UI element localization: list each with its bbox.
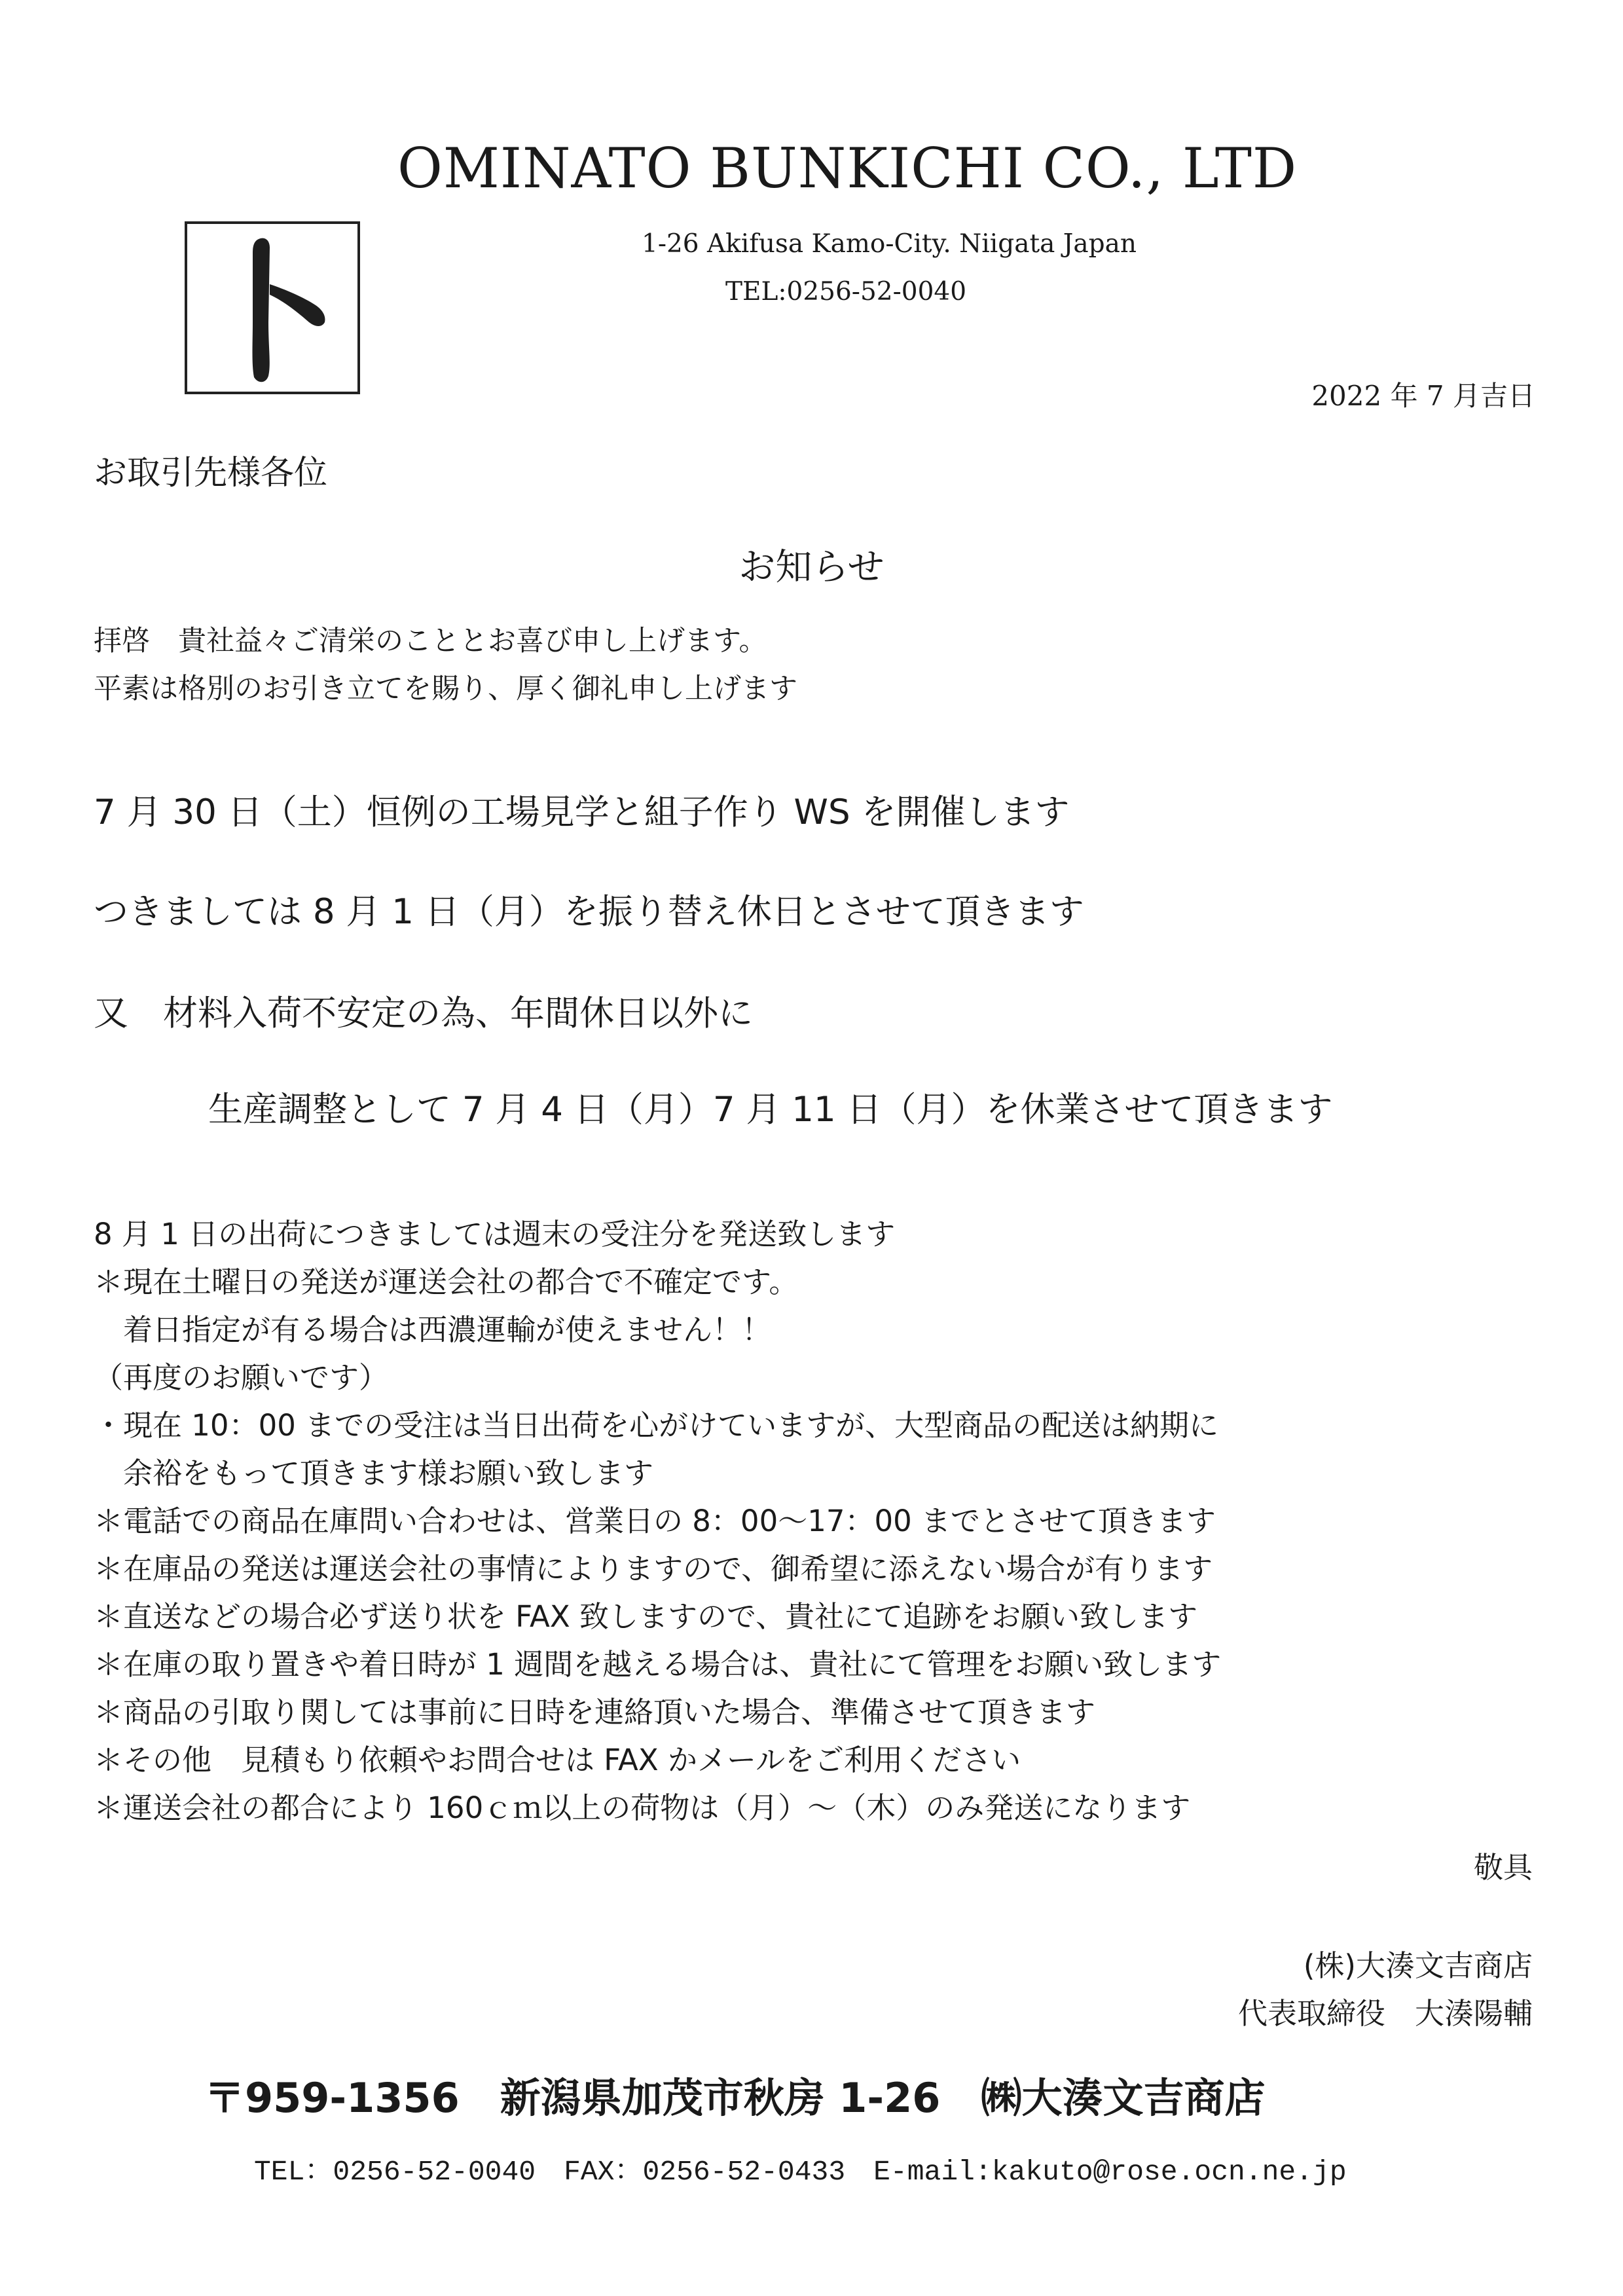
- note-line: ＊在庫の取り置きや着日時が 1 週間を越える場合は、貴社にて管理をお願い致します: [94, 1647, 1222, 1682]
- note-line: 余裕をもって頂きます様お願い致します: [94, 1456, 654, 1491]
- company-tel-en: TEL:0256-52-0040: [725, 277, 967, 306]
- announcement-line: 7 月 30 日（土）恒例の工場見学と組子作り WS を開催します: [94, 792, 1070, 832]
- note-line: ＊現在土曜日の発送が運送会社の都合で不確定です。: [94, 1265, 799, 1299]
- footer-contact: TEL：0256-52-0040 FAX：0256-52-0433 E-mail:kakuto@rose.ocn.ne.jp: [254, 2156, 1347, 2188]
- note-line: ＊商品の引取り関しては事前に日時を連絡頂いた場合、準備させて頂きます: [94, 1695, 1096, 1730]
- note-line: ＊その他 見積もり依頼やお問合せは FAX かメールをご利用ください: [94, 1743, 1021, 1777]
- announcement-line: つきましては 8 月 1 日（月）を振り替え休日とさせて頂きます: [94, 892, 1084, 932]
- note-line: ＊運送会社の都合により 160ｃｍ以上の荷物は（月）〜（木）のみ発送になります: [94, 1790, 1191, 1825]
- greeting-line: 拝啓 貴社益々ご清栄のこととお喜び申し上げます。: [94, 625, 767, 657]
- company-name: OMINATO BUNKICHI CO., LTD: [397, 136, 1298, 200]
- brush-stroke-logo-icon: [187, 224, 357, 392]
- note-line: 着日指定が有る場合は西濃運輸が使えません！！: [94, 1312, 772, 1347]
- footer-address: 〒959-1356 新潟県加茂市秋房 1-26 ㈱大湊文吉商店: [204, 2074, 1266, 2122]
- signature-representative: 代表取締役 大湊陽輔: [1237, 1996, 1533, 2031]
- announcement-line: 生産調整として 7 月 4 日（月）7 月 11 日（月）を休業させて頂きます: [208, 1090, 1333, 1130]
- note-line: ＊在庫品の発送は運送会社の事情によりますので、御希望に添えない場合が有ります: [94, 1551, 1213, 1586]
- closing: 敬具: [1473, 1850, 1533, 1885]
- greeting-line: 平素は格別のお引き立てを賜り、厚く御礼申し上げます: [94, 673, 797, 705]
- company-logo: [185, 221, 360, 394]
- note-line: ・現在 10：00 までの受注は当日出荷を心がけていますが、大型商品の配送は納期に: [94, 1408, 1219, 1443]
- recipient: お取引先様各位: [94, 454, 328, 492]
- company-address-en: 1-26 Akifusa Kamo-City. Niigata Japan: [642, 229, 1137, 259]
- announcement-line: 又 材料入荷不安定の為、年間休日以外に: [94, 993, 753, 1033]
- letter-date: 2022 年 7 月吉日: [1311, 380, 1535, 412]
- signature-company: (株)大湊文吉商店: [1303, 1948, 1533, 1983]
- note-line: （再度のお願いです）: [94, 1360, 389, 1395]
- note-line: ＊直送などの場合必ず送り状を FAX 致しますので、貴社にて追跡をお願い致します: [94, 1599, 1198, 1634]
- note-line: 8 月 1 日の出荷につきましては週末の受注分を発送致します: [94, 1217, 896, 1251]
- note-line: ＊電話での商品在庫問い合わせは、営業日の 8：00〜17：00 までとさせて頂きます: [94, 1504, 1216, 1538]
- page-title: お知らせ: [739, 546, 884, 589]
